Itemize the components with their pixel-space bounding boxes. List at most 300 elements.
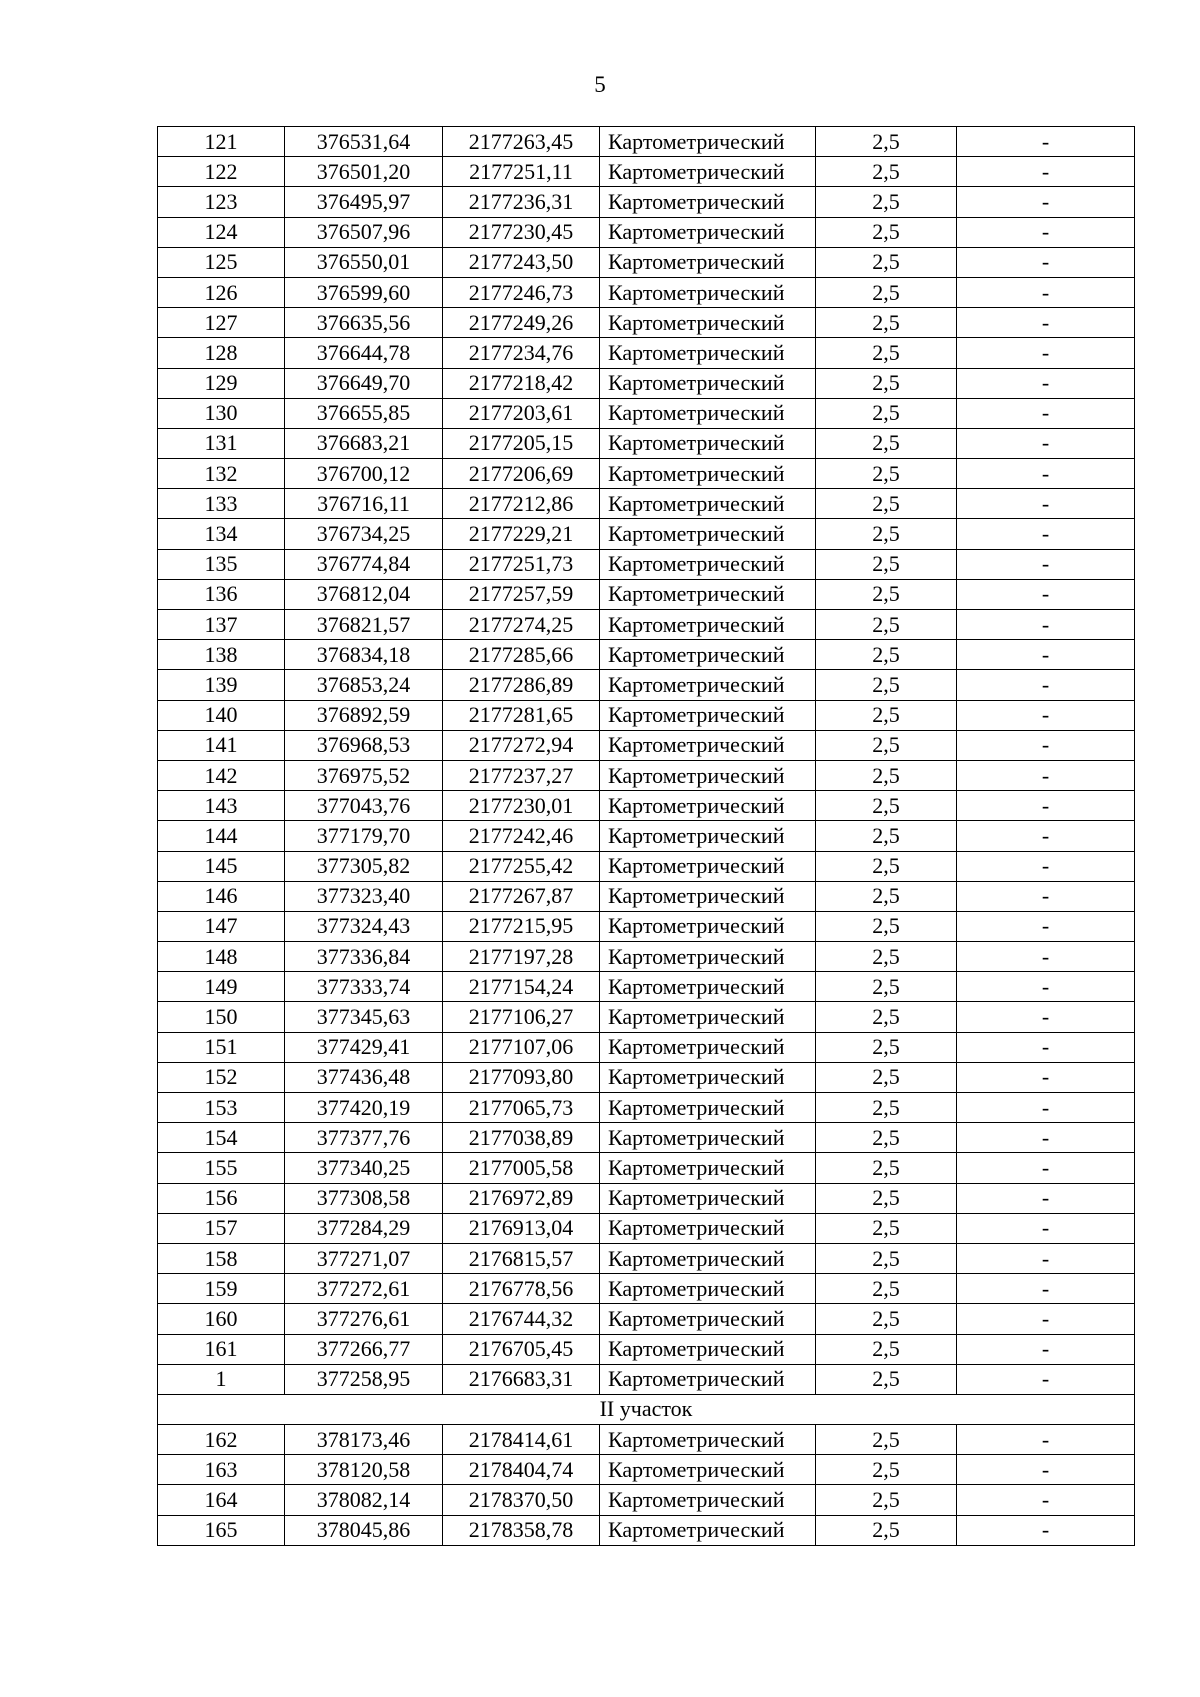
table-row — [158, 1213, 1135, 1243]
table-row — [158, 730, 1135, 760]
y-coordinate-cell: 2177230,45 — [443, 217, 600, 247]
point-number-cell: 147 — [158, 911, 285, 941]
y-coordinate-cell: 2177251,11 — [443, 157, 600, 187]
method-cell: Картометрический — [600, 1032, 816, 1062]
accuracy-cell: 2,5 — [816, 187, 957, 217]
table-row — [158, 760, 1135, 790]
description-cell: - — [957, 670, 1135, 700]
method-cell: Картометрический — [600, 519, 816, 549]
point-number-cell: 150 — [158, 1002, 285, 1032]
table-row — [158, 579, 1135, 609]
y-coordinate-cell: 2177215,95 — [443, 911, 600, 941]
x-coordinate-cell: 377284,29 — [285, 1213, 443, 1243]
y-coordinate-cell: 2177237,27 — [443, 760, 600, 790]
method-cell: Картометрический — [600, 368, 816, 398]
y-coordinate-cell: 2178358,78 — [443, 1515, 600, 1545]
point-number-cell: 140 — [158, 700, 285, 730]
y-coordinate-cell: 2178414,61 — [443, 1425, 600, 1455]
accuracy-cell: 2,5 — [816, 942, 957, 972]
method-cell: Картометрический — [600, 157, 816, 187]
accuracy-cell: 2,5 — [816, 277, 957, 307]
description-cell: - — [957, 700, 1135, 730]
table-row — [158, 881, 1135, 911]
x-coordinate-cell: 377340,25 — [285, 1153, 443, 1183]
accuracy-cell: 2,5 — [816, 821, 957, 851]
method-cell: Картометрический — [600, 1425, 816, 1455]
method-cell: Картометрический — [600, 579, 816, 609]
x-coordinate-cell: 376968,53 — [285, 730, 443, 760]
x-coordinate-cell: 377336,84 — [285, 942, 443, 972]
description-cell: - — [957, 1243, 1135, 1273]
description-cell: - — [957, 791, 1135, 821]
x-coordinate-cell: 377420,19 — [285, 1093, 443, 1123]
method-cell: Картометрический — [600, 640, 816, 670]
point-number-cell: 159 — [158, 1274, 285, 1304]
x-coordinate-cell: 377308,58 — [285, 1183, 443, 1213]
accuracy-cell: 2,5 — [816, 1093, 957, 1123]
method-cell: Картометрический — [600, 942, 816, 972]
accuracy-cell: 2,5 — [816, 519, 957, 549]
point-number-cell: 164 — [158, 1485, 285, 1515]
y-coordinate-cell: 2177243,50 — [443, 247, 600, 277]
x-coordinate-cell: 377333,74 — [285, 972, 443, 1002]
description-cell: - — [957, 760, 1135, 790]
point-number-cell: 142 — [158, 760, 285, 790]
y-coordinate-cell: 2177255,42 — [443, 851, 600, 881]
method-cell: Картометрический — [600, 1183, 816, 1213]
method-cell: Картометрический — [600, 851, 816, 881]
method-cell: Картометрический — [600, 1213, 816, 1243]
accuracy-cell: 2,5 — [816, 549, 957, 579]
accuracy-cell: 2,5 — [816, 398, 957, 428]
y-coordinate-cell: 2176744,32 — [443, 1304, 600, 1334]
accuracy-cell: 2,5 — [816, 1485, 957, 1515]
table-row — [158, 1123, 1135, 1153]
table-row — [158, 610, 1135, 640]
method-cell: Картометрический — [600, 881, 816, 911]
x-coordinate-cell: 376501,20 — [285, 157, 443, 187]
y-coordinate-cell: 2177005,58 — [443, 1153, 600, 1183]
y-coordinate-cell: 2177246,73 — [443, 277, 600, 307]
accuracy-cell: 2,5 — [816, 127, 957, 157]
accuracy-cell: 2,5 — [816, 1455, 957, 1485]
x-coordinate-cell: 376599,60 — [285, 277, 443, 307]
description-cell: - — [957, 459, 1135, 489]
accuracy-cell: 2,5 — [816, 1515, 957, 1545]
y-coordinate-cell: 2177236,31 — [443, 187, 600, 217]
description-cell: - — [957, 428, 1135, 458]
y-coordinate-cell: 2177267,87 — [443, 881, 600, 911]
description-cell: - — [957, 1485, 1135, 1515]
x-coordinate-cell: 376635,56 — [285, 308, 443, 338]
y-coordinate-cell: 2177249,26 — [443, 308, 600, 338]
y-coordinate-cell: 2176913,04 — [443, 1213, 600, 1243]
y-coordinate-cell: 2177251,73 — [443, 549, 600, 579]
method-cell: Картометрический — [600, 700, 816, 730]
description-cell: - — [957, 881, 1135, 911]
point-number-cell: 122 — [158, 157, 285, 187]
x-coordinate-cell: 378045,86 — [285, 1515, 443, 1545]
y-coordinate-cell: 2177203,61 — [443, 398, 600, 428]
table-row — [158, 459, 1135, 489]
point-number-cell: 126 — [158, 277, 285, 307]
accuracy-cell: 2,5 — [816, 1153, 957, 1183]
point-number-cell: 138 — [158, 640, 285, 670]
table-row — [158, 1425, 1135, 1455]
point-number-cell: 127 — [158, 308, 285, 338]
y-coordinate-cell: 2177154,24 — [443, 972, 600, 1002]
method-cell: Картометрический — [600, 1062, 816, 1092]
table-row — [158, 1304, 1135, 1334]
y-coordinate-cell: 2177205,15 — [443, 428, 600, 458]
y-coordinate-cell: 2177285,66 — [443, 640, 600, 670]
description-cell: - — [957, 549, 1135, 579]
method-cell: Картометрический — [600, 338, 816, 368]
description-cell: - — [957, 187, 1135, 217]
y-coordinate-cell: 2177197,28 — [443, 942, 600, 972]
description-cell: - — [957, 1364, 1135, 1394]
table-row — [158, 1485, 1135, 1515]
description-cell: - — [957, 579, 1135, 609]
point-number-cell: 143 — [158, 791, 285, 821]
coordinates-table — [157, 126, 1135, 1546]
accuracy-cell: 2,5 — [816, 338, 957, 368]
accuracy-cell: 2,5 — [816, 1334, 957, 1364]
method-cell: Картометрический — [600, 187, 816, 217]
x-coordinate-cell: 376716,11 — [285, 489, 443, 519]
description-cell: - — [957, 1213, 1135, 1243]
method-cell: Картометрический — [600, 610, 816, 640]
point-number-cell: 152 — [158, 1062, 285, 1092]
x-coordinate-cell: 377429,41 — [285, 1032, 443, 1062]
method-cell: Картометрический — [600, 217, 816, 247]
description-cell: - — [957, 610, 1135, 640]
point-number-cell: 133 — [158, 489, 285, 519]
method-cell: Картометрический — [600, 277, 816, 307]
method-cell: Картометрический — [600, 1002, 816, 1032]
x-coordinate-cell: 377305,82 — [285, 851, 443, 881]
description-cell: - — [957, 368, 1135, 398]
table-row — [158, 549, 1135, 579]
x-coordinate-cell: 376649,70 — [285, 368, 443, 398]
point-number-cell: 130 — [158, 398, 285, 428]
accuracy-cell: 2,5 — [816, 308, 957, 338]
description-cell: - — [957, 1123, 1135, 1153]
x-coordinate-cell: 377043,76 — [285, 791, 443, 821]
accuracy-cell: 2,5 — [816, 1123, 957, 1153]
accuracy-cell: 2,5 — [816, 700, 957, 730]
table-row — [158, 1274, 1135, 1304]
y-coordinate-cell: 2177234,76 — [443, 338, 600, 368]
description-cell: - — [957, 911, 1135, 941]
description-cell: - — [957, 972, 1135, 1002]
point-number-cell: 141 — [158, 730, 285, 760]
accuracy-cell: 2,5 — [816, 760, 957, 790]
x-coordinate-cell: 376550,01 — [285, 247, 443, 277]
x-coordinate-cell: 376892,59 — [285, 700, 443, 730]
point-number-cell: 137 — [158, 610, 285, 640]
description-cell: - — [957, 730, 1135, 760]
method-cell: Картометрический — [600, 1243, 816, 1273]
point-number-cell: 129 — [158, 368, 285, 398]
method-cell: Картометрический — [600, 247, 816, 277]
method-cell: Картометрический — [600, 1515, 816, 1545]
description-cell: - — [957, 308, 1135, 338]
method-cell: Картометрический — [600, 760, 816, 790]
description-cell: - — [957, 127, 1135, 157]
y-coordinate-cell: 2177107,06 — [443, 1032, 600, 1062]
point-number-cell: 146 — [158, 881, 285, 911]
table-row — [158, 670, 1135, 700]
point-number-cell: 161 — [158, 1334, 285, 1364]
table-row — [158, 368, 1135, 398]
x-coordinate-cell: 376821,57 — [285, 610, 443, 640]
x-coordinate-cell: 377436,48 — [285, 1062, 443, 1092]
x-coordinate-cell: 376700,12 — [285, 459, 443, 489]
method-cell: Картометрический — [600, 127, 816, 157]
method-cell: Картометрический — [600, 489, 816, 519]
accuracy-cell: 2,5 — [816, 1032, 957, 1062]
y-coordinate-cell: 2177242,46 — [443, 821, 600, 851]
y-coordinate-cell: 2177106,27 — [443, 1002, 600, 1032]
table-row — [158, 1032, 1135, 1062]
method-cell: Картометрический — [600, 821, 816, 851]
accuracy-cell: 2,5 — [816, 972, 957, 1002]
coordinates-table-body — [158, 127, 1135, 1546]
table-row — [158, 942, 1135, 972]
accuracy-cell: 2,5 — [816, 1304, 957, 1334]
method-cell: Картометрический — [600, 1123, 816, 1153]
table-row — [158, 1515, 1135, 1545]
point-number-cell: 149 — [158, 972, 285, 1002]
x-coordinate-cell: 376975,52 — [285, 760, 443, 790]
description-cell: - — [957, 1093, 1135, 1123]
description-cell: - — [957, 851, 1135, 881]
description-cell: - — [957, 247, 1135, 277]
point-number-cell: 151 — [158, 1032, 285, 1062]
description-cell: - — [957, 1002, 1135, 1032]
x-coordinate-cell: 376812,04 — [285, 579, 443, 609]
table-row — [158, 1153, 1135, 1183]
point-number-cell: 1 — [158, 1364, 285, 1394]
y-coordinate-cell: 2177230,01 — [443, 791, 600, 821]
accuracy-cell: 2,5 — [816, 459, 957, 489]
point-number-cell: 157 — [158, 1213, 285, 1243]
y-coordinate-cell: 2177274,25 — [443, 610, 600, 640]
point-number-cell: 145 — [158, 851, 285, 881]
point-number-cell: 124 — [158, 217, 285, 247]
method-cell: Картометрический — [600, 549, 816, 579]
description-cell: - — [957, 277, 1135, 307]
x-coordinate-cell: 377324,43 — [285, 911, 443, 941]
table-row — [158, 489, 1135, 519]
accuracy-cell: 2,5 — [816, 1183, 957, 1213]
x-coordinate-cell: 376655,85 — [285, 398, 443, 428]
y-coordinate-cell: 2176815,57 — [443, 1243, 600, 1273]
x-coordinate-cell: 376853,24 — [285, 670, 443, 700]
y-coordinate-cell: 2176683,31 — [443, 1364, 600, 1394]
accuracy-cell: 2,5 — [816, 1425, 957, 1455]
method-cell: Картометрический — [600, 1364, 816, 1394]
point-number-cell: 165 — [158, 1515, 285, 1545]
accuracy-cell: 2,5 — [816, 730, 957, 760]
point-number-cell: 121 — [158, 127, 285, 157]
description-cell: - — [957, 821, 1135, 851]
point-number-cell: 132 — [158, 459, 285, 489]
point-number-cell: 160 — [158, 1304, 285, 1334]
y-coordinate-cell: 2176778,56 — [443, 1274, 600, 1304]
method-cell: Картометрический — [600, 1455, 816, 1485]
x-coordinate-cell: 378120,58 — [285, 1455, 443, 1485]
x-coordinate-cell: 377179,70 — [285, 821, 443, 851]
point-number-cell: 134 — [158, 519, 285, 549]
accuracy-cell: 2,5 — [816, 1274, 957, 1304]
description-cell: - — [957, 1062, 1135, 1092]
table-row — [158, 1002, 1135, 1032]
accuracy-cell: 2,5 — [816, 217, 957, 247]
x-coordinate-cell: 377345,63 — [285, 1002, 443, 1032]
table-row — [158, 791, 1135, 821]
accuracy-cell: 2,5 — [816, 881, 957, 911]
accuracy-cell: 2,5 — [816, 579, 957, 609]
y-coordinate-cell: 2178404,74 — [443, 1455, 600, 1485]
accuracy-cell: 2,5 — [816, 157, 957, 187]
table-row — [158, 1243, 1135, 1273]
y-coordinate-cell: 2177218,42 — [443, 368, 600, 398]
table-row — [158, 1455, 1135, 1485]
description-cell: - — [957, 519, 1135, 549]
x-coordinate-cell: 377271,07 — [285, 1243, 443, 1273]
table-row — [158, 851, 1135, 881]
accuracy-cell: 2,5 — [816, 1002, 957, 1032]
accuracy-cell: 2,5 — [816, 851, 957, 881]
description-cell: - — [957, 489, 1135, 519]
description-cell: - — [957, 1274, 1135, 1304]
point-number-cell: 131 — [158, 428, 285, 458]
method-cell: Картометрический — [600, 972, 816, 1002]
table-row — [158, 217, 1135, 247]
y-coordinate-cell: 2177281,65 — [443, 700, 600, 730]
method-cell: Картометрический — [600, 1153, 816, 1183]
point-number-cell: 144 — [158, 821, 285, 851]
y-coordinate-cell: 2177038,89 — [443, 1123, 600, 1153]
accuracy-cell: 2,5 — [816, 791, 957, 821]
accuracy-cell: 2,5 — [816, 247, 957, 277]
point-number-cell: 148 — [158, 942, 285, 972]
point-number-cell: 128 — [158, 338, 285, 368]
description-cell: - — [957, 338, 1135, 368]
table-row — [158, 277, 1135, 307]
table-row — [158, 428, 1135, 458]
method-cell: Картометрический — [600, 670, 816, 700]
accuracy-cell: 2,5 — [816, 1243, 957, 1273]
table-row — [158, 127, 1135, 157]
y-coordinate-cell: 2177065,73 — [443, 1093, 600, 1123]
accuracy-cell: 2,5 — [816, 1213, 957, 1243]
point-number-cell: 154 — [158, 1123, 285, 1153]
table-row — [158, 972, 1135, 1002]
table-row — [158, 1062, 1135, 1092]
point-number-cell: 156 — [158, 1183, 285, 1213]
table-row — [158, 700, 1135, 730]
point-number-cell: 139 — [158, 670, 285, 700]
x-coordinate-cell: 377323,40 — [285, 881, 443, 911]
y-coordinate-cell: 2178370,50 — [443, 1485, 600, 1515]
y-coordinate-cell: 2176972,89 — [443, 1183, 600, 1213]
y-coordinate-cell: 2177212,86 — [443, 489, 600, 519]
section-row — [158, 1394, 1135, 1424]
point-number-cell: 162 — [158, 1425, 285, 1455]
x-coordinate-cell: 376507,96 — [285, 217, 443, 247]
point-number-cell: 163 — [158, 1455, 285, 1485]
x-coordinate-cell: 377258,95 — [285, 1364, 443, 1394]
section-title: II участок — [158, 1394, 1135, 1424]
method-cell: Картометрический — [600, 1093, 816, 1123]
y-coordinate-cell: 2177286,89 — [443, 670, 600, 700]
description-cell: - — [957, 1183, 1135, 1213]
table-row — [158, 519, 1135, 549]
accuracy-cell: 2,5 — [816, 489, 957, 519]
accuracy-cell: 2,5 — [816, 368, 957, 398]
description-cell: - — [957, 1304, 1135, 1334]
x-coordinate-cell: 377272,61 — [285, 1274, 443, 1304]
table-row — [158, 187, 1135, 217]
point-number-cell: 135 — [158, 549, 285, 579]
y-coordinate-cell: 2177272,94 — [443, 730, 600, 760]
description-cell: - — [957, 217, 1135, 247]
point-number-cell: 153 — [158, 1093, 285, 1123]
accuracy-cell: 2,5 — [816, 670, 957, 700]
method-cell: Картометрический — [600, 1304, 816, 1334]
description-cell: - — [957, 1515, 1135, 1545]
page-number: 5 — [594, 72, 606, 97]
method-cell: Картометрический — [600, 1334, 816, 1364]
method-cell: Картометрический — [600, 428, 816, 458]
x-coordinate-cell: 377266,77 — [285, 1334, 443, 1364]
description-cell: - — [957, 1153, 1135, 1183]
description-cell: - — [957, 942, 1135, 972]
table-row — [158, 911, 1135, 941]
point-number-cell: 123 — [158, 187, 285, 217]
x-coordinate-cell: 376683,21 — [285, 428, 443, 458]
table-row — [158, 1334, 1135, 1364]
description-cell: - — [957, 157, 1135, 187]
y-coordinate-cell: 2177257,59 — [443, 579, 600, 609]
x-coordinate-cell: 376495,97 — [285, 187, 443, 217]
accuracy-cell: 2,5 — [816, 428, 957, 458]
table-row — [158, 821, 1135, 851]
table-row — [158, 640, 1135, 670]
x-coordinate-cell: 376834,18 — [285, 640, 443, 670]
table-row — [158, 308, 1135, 338]
table-row — [158, 1364, 1135, 1394]
method-cell: Картометрический — [600, 459, 816, 489]
y-coordinate-cell: 2176705,45 — [443, 1334, 600, 1364]
table-row — [158, 338, 1135, 368]
x-coordinate-cell: 376734,25 — [285, 519, 443, 549]
accuracy-cell: 2,5 — [816, 1364, 957, 1394]
accuracy-cell: 2,5 — [816, 610, 957, 640]
y-coordinate-cell: 2177093,80 — [443, 1062, 600, 1092]
x-coordinate-cell: 377377,76 — [285, 1123, 443, 1153]
description-cell: - — [957, 1455, 1135, 1485]
description-cell: - — [957, 1334, 1135, 1364]
accuracy-cell: 2,5 — [816, 1062, 957, 1092]
point-number-cell: 136 — [158, 579, 285, 609]
method-cell: Картометрический — [600, 730, 816, 760]
table-row — [158, 1183, 1135, 1213]
accuracy-cell: 2,5 — [816, 640, 957, 670]
